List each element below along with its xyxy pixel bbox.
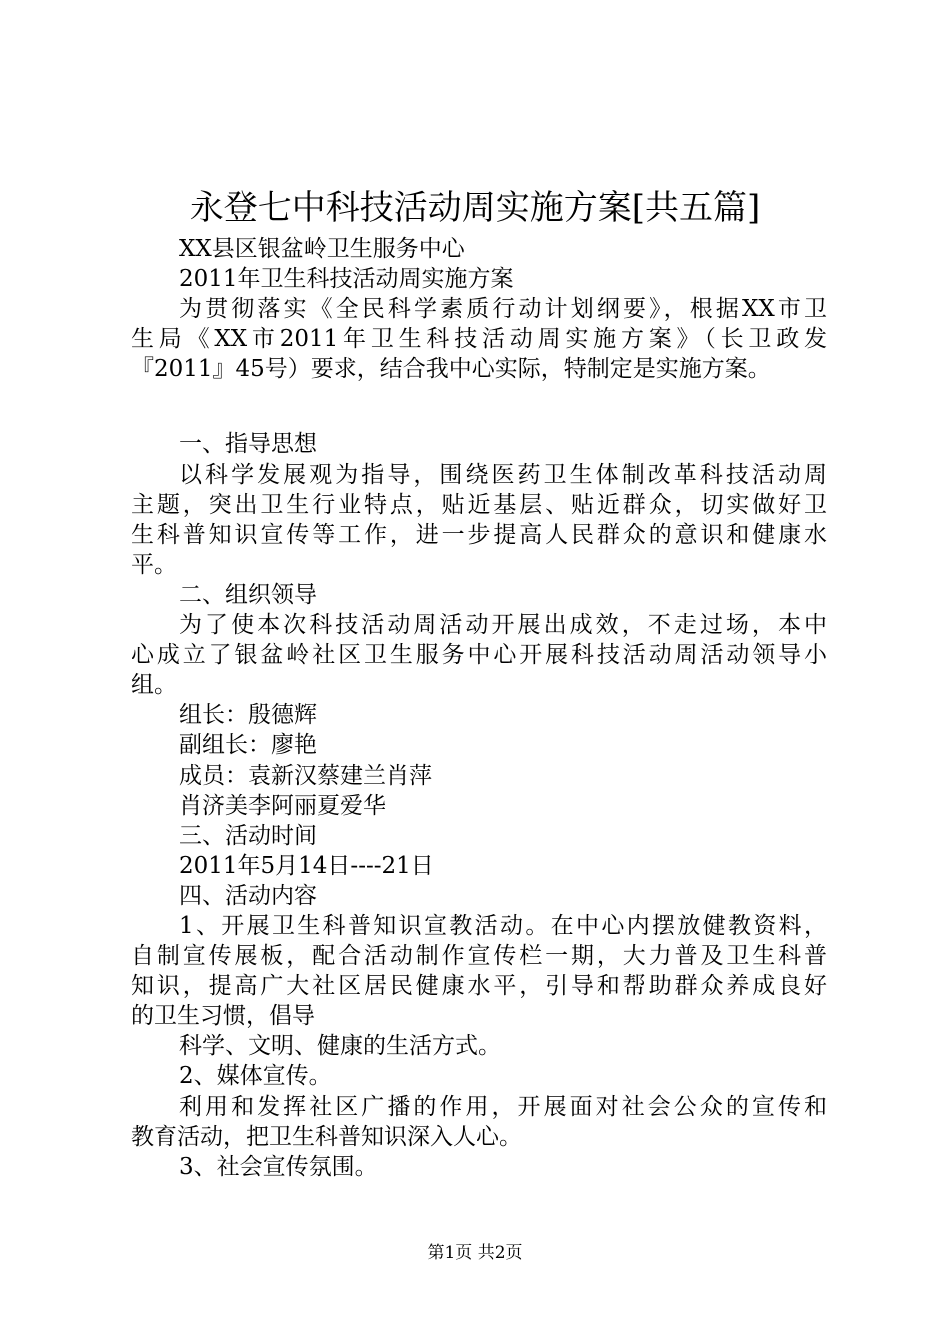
text-line: 3、社会宣传氛围。 — [179, 1153, 378, 1180]
section-heading: 二、组织领导 — [179, 581, 317, 608]
text-line: 『2011』45号）要求，结合我中心实际，特制定是实施方案。 — [131, 356, 771, 383]
text-line: 主题，突出卫生行业特点，贴近基层、贴近群众，切实做好卫 — [131, 491, 827, 518]
paragraph-gap — [131, 384, 827, 429]
text-line: 知识，提高广大社区居民健康水平，引导和帮助群众养成良好 — [131, 973, 827, 1000]
section-heading: 四、活动内容 — [179, 882, 317, 909]
document-title: 永登七中科技活动周实施方案[共五篇] — [189, 188, 761, 228]
text-line: 组。 — [131, 672, 177, 699]
text-line: 利用和发挥社区广播的作用，开展面对社会公众的宣传和 — [179, 1093, 827, 1120]
text-line: 2011年卫生科技活动周实施方案 — [179, 266, 514, 293]
text-line: 2、媒体宣传。 — [179, 1063, 332, 1090]
text-line: 生局《XX市2011年卫生科技活动周实施方案》（长卫政发 — [131, 326, 827, 353]
text-line: 1、开展卫生科普知识宣教活动。在中心内摆放健教资料， — [179, 912, 827, 939]
text-line: 成员：袁新汉蔡建兰肖萍 — [179, 762, 432, 789]
section-heading: 三、活动时间 — [179, 822, 317, 849]
text-line: 平。 — [131, 551, 177, 578]
text-line: 教育活动，把卫生科普知识深入人心。 — [131, 1123, 522, 1150]
text-line: 科学、文明、健康的生活方式。 — [179, 1033, 501, 1060]
text-line: 心成立了银盆岭社区卫生服务中心开展科技活动周活动领导小 — [131, 642, 827, 669]
text-line: 为贯彻落实《全民科学素质行动计划纲要》，根据XX市卫 — [179, 296, 827, 323]
text-line: 副组长：廖艳 — [179, 732, 317, 759]
section-heading: 一、指导思想 — [179, 431, 317, 458]
text-line: 肖济美李阿丽夏爱华 — [179, 792, 386, 819]
text-line: 为了使本次科技活动周活动开展出成效，不走过场，本中 — [179, 612, 827, 639]
text-line: 2011年5月14日----21日 — [179, 852, 434, 879]
document-body — [131, 234, 827, 1182]
text-line: XX县区银盆岭卫生服务中心 — [179, 236, 465, 262]
text-line: 的卫生习惯，倡导 — [131, 1003, 315, 1030]
page-footer: 第1页 共2页 — [427, 1243, 523, 1263]
text-line: 组长：殷德辉 — [179, 702, 317, 729]
text-line: 以科学发展观为指导，围绕医药卫生体制改革科技活动周 — [179, 461, 827, 488]
text-line: 生科普知识宣传等工作，进一步提高人民群众的意识和健康水 — [131, 521, 827, 548]
text-line: 自制宣传展板，配合活动制作宣传栏一期，大力普及卫生科普 — [131, 943, 827, 970]
